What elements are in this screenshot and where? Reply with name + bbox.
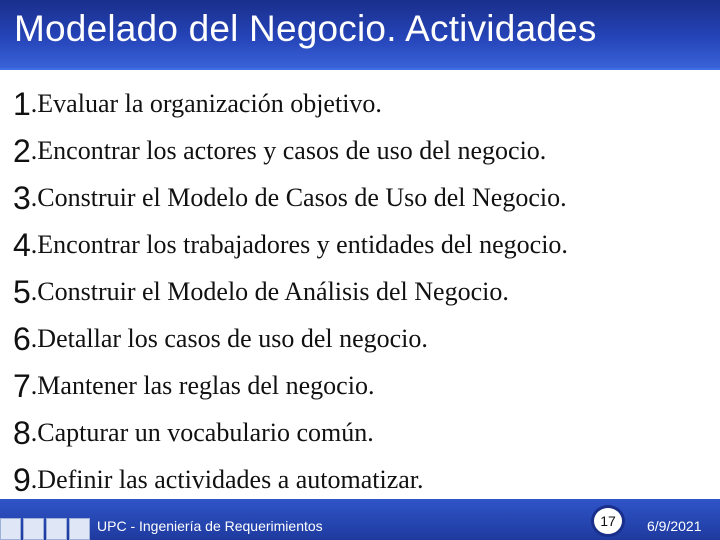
list-item — [13, 359, 713, 406]
footer-logos — [0, 511, 92, 540]
noncommercial-logo-icon — [46, 518, 67, 540]
item-dot: . — [30, 183, 38, 212]
item-text: Mantener las reglas del negocio. — [37, 371, 375, 400]
item-dot: . — [30, 465, 38, 494]
item-dot: . — [30, 136, 38, 165]
item-number: 3 — [13, 180, 31, 216]
item-dot: . — [30, 230, 38, 259]
list-item — [13, 218, 713, 265]
item-text: Encontrar los actores y casos de uso del negocio. — [37, 136, 547, 165]
item-text: Capturar un vocabulario común. — [37, 418, 374, 447]
footer-date: 6/9/2021 — [647, 518, 702, 534]
item-dot: . — [30, 277, 38, 306]
item-text: Detallar los casos de uso del negocio. — [37, 324, 428, 353]
footer-course-label: UPC - Ingeniería de Requerimientos — [97, 518, 323, 534]
item-number: 1 — [13, 86, 31, 122]
list-item — [13, 265, 713, 312]
item-number: 7 — [13, 368, 31, 404]
list-item — [13, 171, 713, 218]
creative-commons-logo-icon — [0, 518, 21, 540]
item-text: Construir el Modelo de Análisis del Negocio. — [37, 277, 509, 306]
item-number: 9 — [13, 462, 31, 498]
list-item — [13, 77, 713, 124]
item-text: Encontrar los trabajadores y entidades del negocio. — [37, 230, 568, 259]
item-dot: . — [30, 371, 38, 400]
slide-title: Modelado del Negocio. Actividades — [14, 8, 597, 49]
list-item — [13, 312, 713, 359]
item-number: 2 — [13, 133, 31, 169]
item-text: Construir el Modelo de Casos de Uso del Negocio. — [37, 183, 567, 212]
list-item — [13, 406, 713, 453]
title-bar — [0, 0, 720, 70]
list-item — [13, 453, 713, 500]
attribution-logo-icon — [23, 518, 44, 540]
sharealike-logo-icon — [69, 518, 90, 540]
item-dot: . — [30, 418, 38, 447]
activity-list — [13, 77, 713, 500]
item-number: 5 — [13, 274, 31, 310]
item-number: 6 — [13, 321, 31, 357]
list-item — [13, 124, 713, 171]
item-number: 8 — [13, 415, 31, 451]
item-text: Definir las actividades a automatizar. — [37, 465, 424, 494]
item-dot: . — [30, 89, 38, 118]
item-text: Evaluar la organización objetivo. — [37, 89, 382, 118]
page-number-badge — [591, 505, 625, 537]
item-dot: . — [30, 324, 38, 353]
item-number: 4 — [13, 227, 31, 263]
page-number: 17 — [600, 513, 616, 529]
